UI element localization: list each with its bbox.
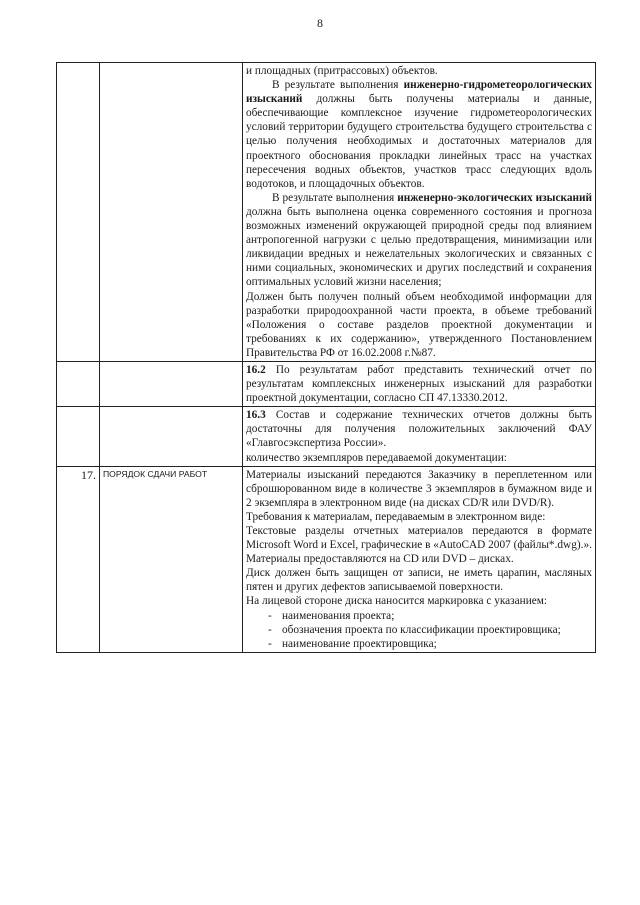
row-content-cell xyxy=(243,466,596,652)
row-title-cell xyxy=(100,407,243,466)
list-item-text: наименование проектировщика; xyxy=(282,637,437,650)
paragraph: На лицевой стороне диска наносится маркировка с указанием: xyxy=(246,595,548,608)
table-row xyxy=(57,466,596,652)
paragraph-text: По результатам работ представить технический отчет по результатам комплексных инженерных изысканий для разработки проектной документации, согласно СП 47.13330.2012. xyxy=(246,363,592,405)
paragraph: Материалы изысканий передаются Заказчику в переплетенном или сброшюрованном виде в количестве 3 экземпляров в бумажном виде и 2 экземпляра в электронном виде (на дисках CD/R или DVD/R). xyxy=(246,468,592,509)
bold-term: 16.2 xyxy=(246,363,266,376)
row-title-cell xyxy=(100,63,243,362)
list-dash-icon: - xyxy=(268,609,272,622)
paragraph-text: должна быть выполнена оценка современного состояния и прогноза возможных изменений окружающей природной среды под влиянием антропогенной нагрузки с целью предотвращения, минимизации или ликвидации вредных и нежелательных экологических и связанных с ними социальных, экономических и других последствий и сохранения оптимальных условий жизни населения; xyxy=(246,205,592,289)
bold-term: 16.3 xyxy=(246,409,266,422)
paragraph: Текстовые разделы отчетных материалов передаются в формате Microsoft Word и Excel, графические в «AutoCAD 2007 (файлы*.dwg).». xyxy=(246,525,592,552)
list-item-text: наименования проекта; xyxy=(282,609,395,622)
paragraph-text: должны быть получены материалы и данные, обеспечивающие комплексное изучение гидрометеорологических условий территории будущего строительства будущего строительства с целью получения необходимых и достаточных материалов для проектного обоснования прокладки линейных трасс на участках пересечения водных объектов, участков трасс следующих вдоль водотоков, и площадочных объектов. xyxy=(246,93,592,190)
row-title-cell xyxy=(100,361,243,406)
list-item xyxy=(268,637,592,651)
row-content-cell xyxy=(243,63,596,362)
list-item-text: обозначения проекта по классификации проектировщика; xyxy=(282,623,561,636)
page-number: 8 xyxy=(317,16,323,30)
paragraph: Диск должен быть защищен от записи, не иметь царапин, масляных пятен и других дефектов записываемой поверхности. xyxy=(246,567,592,594)
paragraph: и площадных (притрассовых) объектов. xyxy=(246,65,438,77)
row-content-cell xyxy=(243,407,596,466)
bold-term: инженерно-экологических изысканий xyxy=(397,191,593,204)
paragraph xyxy=(246,78,592,191)
table-row xyxy=(57,407,596,466)
list-item xyxy=(268,623,592,637)
row-number-cell xyxy=(57,407,100,466)
paragraph xyxy=(246,363,592,405)
paragraph: количество экземпляров передаваемой документации: xyxy=(246,451,507,464)
bullet-list xyxy=(246,609,592,651)
row-number-cell xyxy=(57,361,100,406)
specification-table-body xyxy=(57,63,596,653)
list-dash-icon: - xyxy=(268,637,272,650)
list-dash-icon: - xyxy=(268,623,272,636)
row-number-cell xyxy=(57,63,100,362)
list-item xyxy=(268,609,592,623)
row-number-cell: 17. xyxy=(57,466,100,652)
bold-term: инженерно-гидрометеорологических изысканий xyxy=(246,79,592,106)
table-row xyxy=(57,63,596,362)
paragraph xyxy=(246,191,592,290)
paragraph: Требования к материалам, передаваемым в электронном виде: xyxy=(246,510,546,523)
paragraph-text: Состав и содержание технических отчетов должны быть достаточны для получения положительных заключений ФАУ «Главгосэкспертиза России». xyxy=(246,409,592,450)
paragraph xyxy=(246,408,592,450)
table-row xyxy=(57,361,596,406)
paragraph-text: В результате выполнения xyxy=(272,79,404,92)
paragraph: Должен быть получен полный объем необходимой информации для разработки природоохранной части проекта, в объеме требований «Положения о составе разделов проектной документации и требованиях к их содержанию», утвержденного Постановлением Правительства РФ от 16.02.2008 г.№87. xyxy=(246,290,592,359)
row-title-cell: ПОРЯДОК СДАЧИ РАБОТ xyxy=(100,466,243,652)
specification-table xyxy=(56,62,596,653)
paragraph-text: В результате выполнения xyxy=(272,191,398,204)
row-content-cell xyxy=(243,361,596,406)
paragraph: Материалы предоставляются на CD или DVD – дисках. xyxy=(246,553,514,566)
